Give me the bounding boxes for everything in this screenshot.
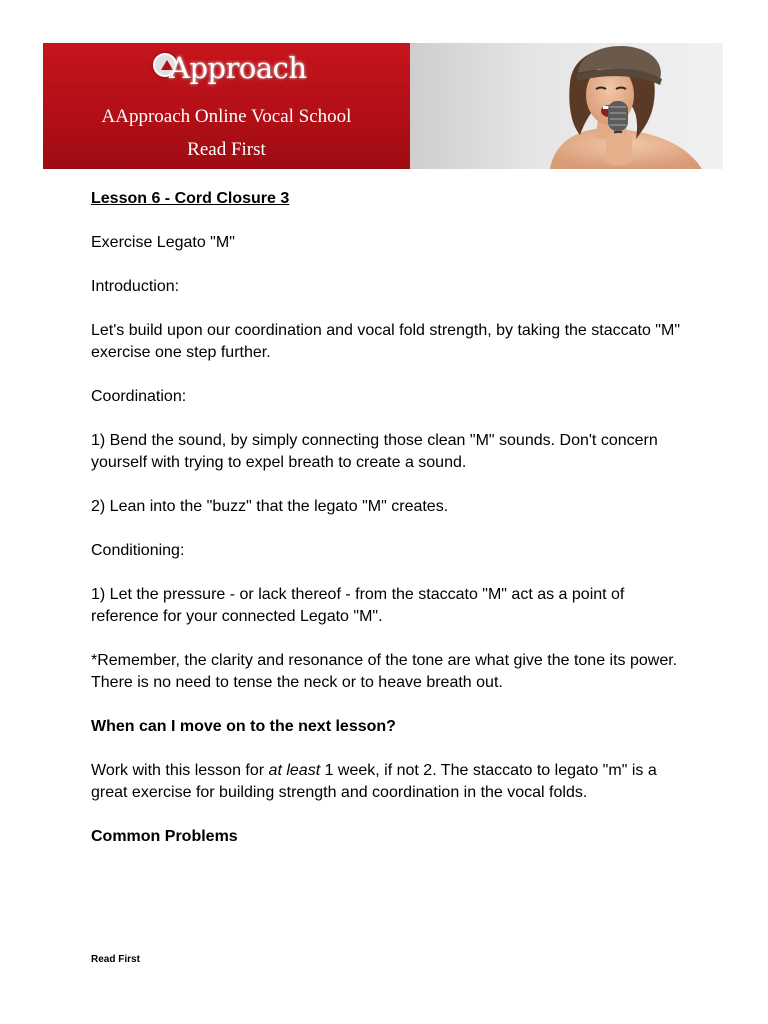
logo-text: Approach xyxy=(169,51,307,85)
page-footer: Read First xyxy=(91,954,140,965)
singer-photo xyxy=(410,43,723,169)
singer-image xyxy=(410,43,723,169)
common-problems-heading: Common Problems xyxy=(91,828,238,845)
banner-subtitle: Read First xyxy=(187,139,266,160)
exercise-name: Exercise Legato "M" xyxy=(91,234,235,251)
approach-logo xyxy=(153,49,307,93)
introduction-heading: Introduction: xyxy=(91,278,180,295)
coordination-heading: Coordination: xyxy=(91,388,187,405)
move-on-heading: When can I move on to the next lesson? xyxy=(91,718,396,735)
conditioning-heading: Conditioning: xyxy=(91,542,185,559)
lesson-title: Lesson 6 - Cord Closure 3 xyxy=(91,190,290,207)
banner-red-panel xyxy=(43,43,410,169)
header-banner xyxy=(43,43,723,169)
work-duration-text xyxy=(91,760,691,804)
work-text-start: Work with this lesson for xyxy=(91,762,269,779)
work-text-emphasis: at least xyxy=(268,762,321,779)
school-name: AApproach Online Vocal School xyxy=(101,106,352,127)
coordination-step-2: 2) Lean into the "buzz" that the legato "M" creates. xyxy=(91,498,449,515)
work-text-end: 1 week, if not 2. The staccato to legato "m" is a great exercise for building strength and coordination in the vocal folds. xyxy=(91,762,657,801)
remember-note: *Remember, the clarity and resonance of the tone are what give the tone its power. There is no need to tense the neck or to heave breath out. xyxy=(91,652,678,691)
conditioning-step-1: 1) Let the pressure - or lack thereof - from the staccato "M" act as a point of reference for your connected Legato "M". xyxy=(91,586,625,625)
coordination-step-1: 1) Bend the sound, by simply connecting those clean "M" sounds. Don't concern yourself with trying to expel breath to create a sound. xyxy=(91,432,658,471)
lesson-content xyxy=(91,188,691,848)
introduction-text: Let's build upon our coordination and vocal fold strength, by taking the staccato "M" exercise one step further. xyxy=(91,322,680,361)
